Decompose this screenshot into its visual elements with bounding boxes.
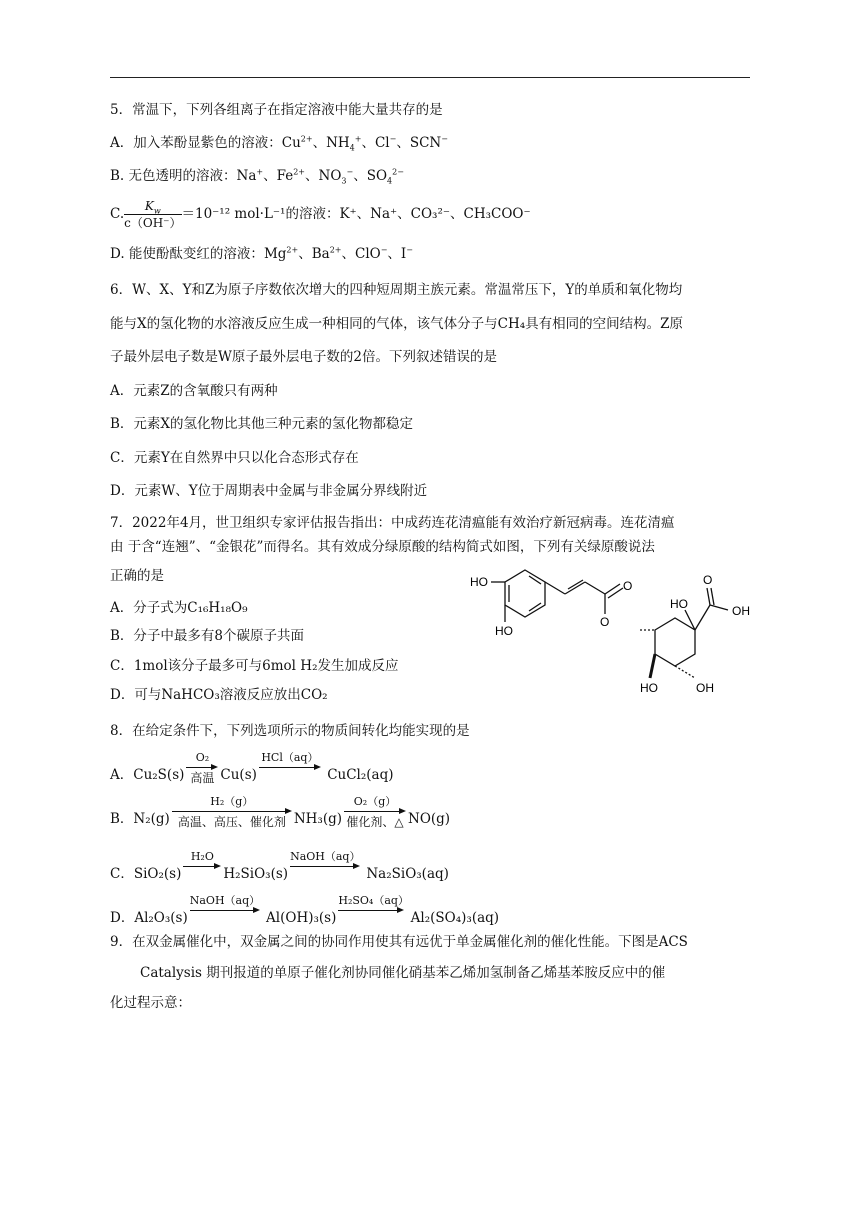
label-ho-ring: HO: [670, 597, 688, 611]
label-acid-o: O: [703, 573, 713, 587]
q5-option-c: C. $\frac{K_w}{c(OH^-)}$ ＝10⁻¹² mol·L⁻¹的溶液：K⁺、Na⁺、CO₃²⁻、CH₃COO⁻: [110, 199, 531, 230]
q8-option-a: A．Cu₂S(s) O₂ 高温 Cu(s) HCl（aq） CuCl₂(aq): [110, 751, 394, 785]
q6-stem-2: 能与X的氢化物的水溶液反应生成一种相同的气体，该气体分子与CH₄具有相同的空间结构。Z原: [110, 316, 684, 332]
label-carbonyl-o: O: [623, 579, 633, 593]
q5-option-a: A．加入苯酚显紫色的溶液：$Cu^{2+}$、$NH_4^+$、Cl−、SCN−: [110, 134, 448, 153]
label-ho-top: HO: [470, 575, 488, 589]
header-rule: [110, 77, 750, 78]
q7-stem-1: 7．2022年4月，世卫组织专家评估报告指出：中成药连花清瘟能有效治疗新冠病毒。连花清瘟: [110, 515, 675, 531]
q6-stem-3: 子最外层电子数是W原子最外层电子数的2倍。下列叙述错误的是: [110, 349, 497, 365]
q6-option-a: A．元素Z的含氧酸只有两种: [110, 383, 278, 399]
q5-option-b: B. 无色透明的溶液：Na+、$Fe^{2+}$、$NO_3^-$、$SO_4^{2-}$: [110, 167, 404, 186]
q7-stem-2: 由 于含“连翘”、“金银花”而得名。其有效成分绿原酸的结构简式如图，下列有关绿原酸说法: [110, 539, 655, 555]
q8-option-c: C．SiO₂(s) H₂O H₂SiO₃(s) NaOH（aq） Na₂SiO₃(aq): [110, 850, 449, 882]
label-oh-lower: OH: [696, 681, 714, 695]
q9-stem-3: 化过程示意：: [110, 995, 191, 1011]
q5-option-d: D. 能使酚酞变红的溶液：$Mg^{2+}$、$Ba^{2+}$、ClO−、I−: [110, 245, 413, 262]
q5-stem: 5．常温下，下列各组离子在指定溶液中能大量共存的是: [110, 102, 443, 118]
kw-fraction: $\frac{K_w}{c(OH^-)}$: [124, 199, 182, 230]
q8-option-d: D．Al₂O₃(s) NaOH（aq） Al(OH)₃(s) H₂SO₄（aq） Al₂(SO₄)₃(aq): [110, 894, 500, 926]
q7-option-d: D．可与NaHCO₃溶液反应放出CO₂: [110, 687, 328, 703]
q7-option-b: B．分子中最多有8个碳原子共面: [110, 628, 305, 644]
q8-option-b: B．N₂(g) H₂（g） 高温、高压、催化剂 NH₃(g) O₂（g） 催化剂、△ NO(g): [110, 795, 451, 829]
q6-option-c: C．元素Y在自然界中只以化合态形式存在: [110, 450, 359, 466]
label-oh-acid: OH: [732, 604, 750, 618]
label-ho-lower: HO: [640, 681, 658, 695]
label-ho-bottom: HO: [495, 624, 513, 638]
q6-option-d: D．元素W、Y位于周期表中金属与非金属分界线附近: [110, 483, 428, 499]
chlorogenic-acid-structure: [460, 560, 760, 710]
q8-stem: 8．在给定条件下，下列选项所示的物质间转化均能实现的是: [110, 723, 470, 739]
q7-option-c: C．1mol该分子最多可与6mol H₂发生加成反应: [110, 658, 399, 674]
label-ester-o: O: [600, 615, 610, 629]
q6-option-b: B．元素X的氢化物比其他三种元素的氢化物都稳定: [110, 416, 414, 432]
q7-stem-3: 正确的是: [110, 568, 164, 584]
q9-stem-1: 9．在双金属催化中，双金属之间的协同作用使其有远优于单金属催化剂的催化性能。下图是ACS: [110, 934, 688, 950]
q9-stem-2: Catalysis 期刊报道的单原子催化剂协同催化硝基苯乙烯加氢制备乙烯基苯胺反应中的催: [140, 965, 666, 981]
q6-stem-1: 6．W、X、Y和Z为原子序数依次增大的四种短周期主族元素。常温常压下，Y的单质和氧化物均: [110, 282, 683, 298]
q7-option-a: A．分子式为C₁₆H₁₈O₉: [110, 600, 248, 616]
